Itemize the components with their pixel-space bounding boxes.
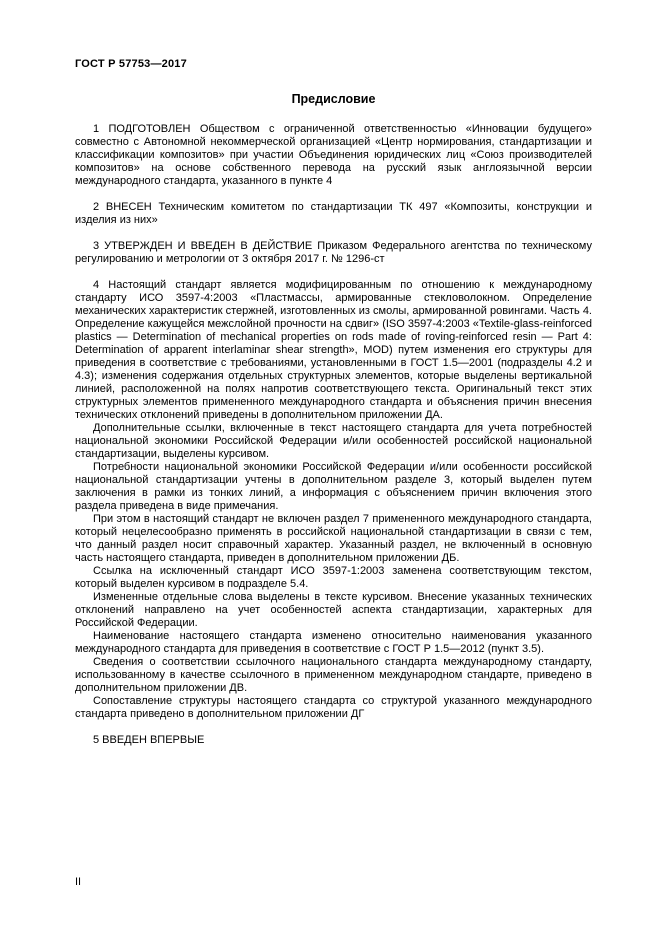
foreword-paragraph-1: 1 ПОДГОТОВЛЕН Обществом с ограниченной ответственностью «Инновации будущего» совместно с Автономной некоммерческой организацией «Центр нормирования, стандартизации и классификации композитов» при участии Объединения юридических лиц «Союз производителей композитов» на основе собственного перевода на русский язык англоязычной версии международного стандарта, указанного в пункте 4 <box>75 123 592 187</box>
foreword-paragraph-4e: Измененные отдельные слова выделены в тексте курсивом. Внесение указанных технических отклонений направлено на учет особенностей аспекта стандартизации, характерных для Российской Федерации. <box>75 591 592 629</box>
foreword-paragraph-4a: Дополнительные ссылки, включенные в текст настоящего стандарта для учета потребностей национальной экономики Российской Федерации и/или особенностей российской национальной стандартизации, выделены курсивом. <box>75 422 592 460</box>
foreword-paragraph-4: 4 Настоящий стандарт является модифицированным по отношению к международному стандарту ИСО 3597-4:2003 «Пластмассы, армированные стекловолокном. Определение механических характеристик стержней, изготовленных из смолы, армированной ровингами. Часть 4. Определение кажущейся межслойной прочности на сдвиг» (ISO 3597-4:2003 «Textile-glass-reinforced plastics — Determination of mechanical properties on rods made of roving-reinforced resin — Part 4: Determination of apparent interlaminar shear strength», MOD) путем изменения его структуры для приведения в соответствие с требованиями, установленными в ГОСТ 1.5—2001 (подразделы 4.2 и 4.3); изменения содержания отдельных структурных элементов, которые выделены вертикальной линией, расположенной на полях напротив соответствующего текста. Оригинальный текст этих структурных элементов примененного международного стандарта и объяснения причин внесения технических отклонений приведены в дополнительном приложении ДА. <box>75 279 592 421</box>
foreword-paragraph-4h: Сопоставление структуры настоящего стандарта со структурой указанного международного стандарта приведено в дополнительном приложении ДГ <box>75 695 592 720</box>
foreword-paragraph-4f: Наименование настоящего стандарта изменено относительно наименования указанного международного стандарта для приведения в соответствие с ГОСТ Р 1.5—2012 (пункт 3.5). <box>75 630 592 655</box>
doc-number: ГОСТ Р 57753—2017 <box>75 58 187 70</box>
foreword-paragraph-4g: Сведения о соответствии ссылочного национального стандарта международному стандарту, использованному в качестве ссылочного в примененном международном стандарте, приведено в дополнительном приложении ДВ. <box>75 656 592 694</box>
foreword-body <box>75 123 592 747</box>
foreword-paragraph-4b: Потребности национальной экономики Российской Федерации и/или особенности российской национальной стандартизации учтены в дополнительном разделе 3, который выделен путем заключения в рамки из тонких линий, а информация с объяснением причин включения этого раздела приведена в виде примечания. <box>75 461 592 512</box>
foreword-paragraph-2: 2 ВНЕСЕН Техническим комитетом по стандартизации ТК 497 «Композиты, конструкции и изделия из них» <box>75 201 592 226</box>
foreword-paragraph-4c: При этом в настоящий стандарт не включен раздел 7 примененного международного стандарта, который нецелесообразно применять в российской национальной стандартизации в связи с тем, что данный раздел носит справочный характер. Указанный раздел, не включенный в основную часть настоящего стандарта, приведен в дополнительном приложении ДБ. <box>75 513 592 564</box>
foreword-paragraph-3: 3 УТВЕРЖДЕН И ВВЕДЕН В ДЕЙСТВИЕ Приказом Федерального агентства по техническому регулированию и метрологии от 3 октября 2017 г. № 1296-ст <box>75 240 592 265</box>
page-number: II <box>75 876 82 888</box>
page-title: Предисловие <box>291 92 376 106</box>
foreword-paragraph-4d: Ссылка на исключенный стандарт ИСО 3597-1:2003 заменена соответствующим текстом, который выделен курсивом в подразделе 5.4. <box>75 565 592 590</box>
foreword-paragraph-5: 5 ВВЕДЕН ВПЕРВЫЕ <box>93 734 205 746</box>
